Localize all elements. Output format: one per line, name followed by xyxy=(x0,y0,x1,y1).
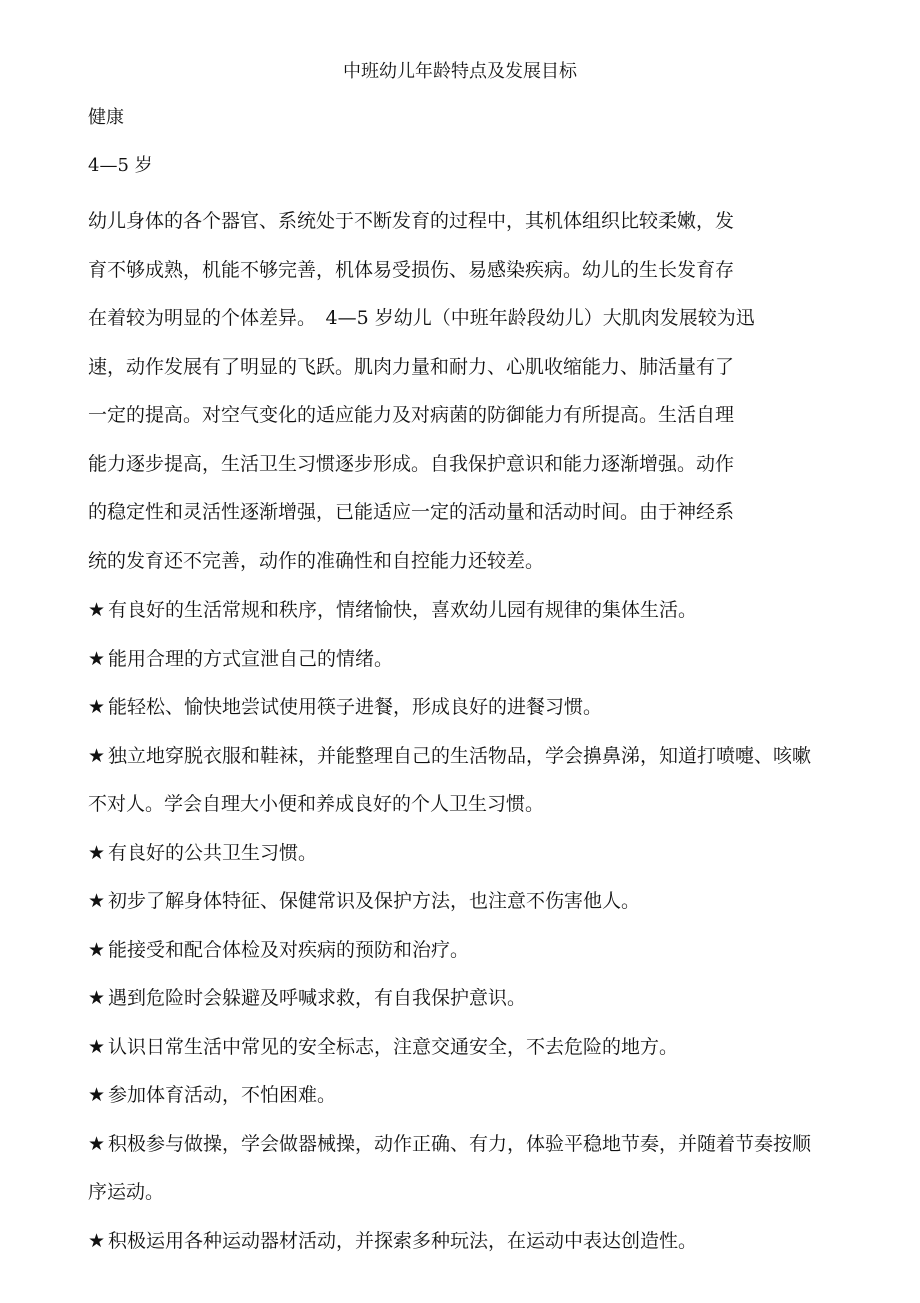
page-title: 中班幼儿年龄特点及发展目标 xyxy=(343,61,577,82)
goal-item xyxy=(88,1023,823,1072)
goal-item xyxy=(88,877,823,926)
goal-text: 能用合理的方式宣泄自己的情绪。 xyxy=(108,647,394,670)
goal-text: 有良好的生活常规和秩序，情绪愉快，喜欢幼儿园有规律的集体生活。 xyxy=(108,599,698,621)
star-bullet-icon: ★ xyxy=(88,1229,106,1252)
goal-item xyxy=(88,829,823,878)
goal-item xyxy=(88,635,823,684)
paragraph-line: 的稳定性和灵活性逐渐增强，已能适应一定的活动量和活动时间。由于神经系 xyxy=(88,501,735,523)
star-bullet-icon: ★ xyxy=(88,1084,106,1106)
paragraph-line: 育不够成熟，机能不够完善，机体易受损伤、易感染疾病。幼儿的生长发育存 xyxy=(88,258,735,281)
age-range-heading: 4—5 岁 xyxy=(88,155,153,176)
goal-item xyxy=(88,1217,823,1266)
paragraph-line: 统的发育还不完善，动作的准确性和自控能力还较差。 xyxy=(88,549,545,572)
star-bullet-icon: ★ xyxy=(88,841,106,864)
goal-text: 积极运用各种运动器材活动，并探索多种玩法，在运动中表达创造性。 xyxy=(108,1229,698,1252)
star-bullet-icon: ★ xyxy=(88,647,106,670)
paragraph-line: 幼儿身体的各个器官、系统处于不断发育的过程中，其机体组织比较柔嫩，发 xyxy=(88,210,735,232)
paragraph-line: 能力逐步提高，生活卫生习惯逐步形成。自我保护意识和能力逐渐增强。动作 xyxy=(88,452,735,475)
goal-text: 有良好的公共卫生习惯。 xyxy=(108,841,318,864)
goal-text: 认识日常生活中常见的安全标志，注意交通安全，不去危险的地方。 xyxy=(108,1035,679,1058)
star-bullet-icon: ★ xyxy=(88,696,106,718)
star-bullet-icon: ★ xyxy=(88,987,106,1009)
goal-text: 能接受和配合体检及对疾病的预防和治疗。 xyxy=(108,938,470,961)
star-bullet-icon: ★ xyxy=(88,1132,106,1155)
goal-text: 积极参与做操，学会做器械操，动作正确、有力，体验平稳地节奏，并随着节奏按顺序运动。 xyxy=(88,1132,812,1203)
goal-text: 能轻松、愉快地尝试使用筷子进餐，形成良好的进餐习惯。 xyxy=(108,696,603,718)
star-bullet-icon: ★ xyxy=(88,938,106,961)
star-bullet-icon: ★ xyxy=(88,744,106,767)
goal-text: 遇到危险时会躲避及呼喊求救，有自我保护意识。 xyxy=(108,987,527,1009)
goal-text: 独立地穿脱衣服和鞋袜，并能整理自己的生活物品，学会擤鼻涕，知道打喷嚏、咳嗽不对人。学会自理大小便和养成良好的个人卫生习惯。 xyxy=(88,744,812,815)
paragraph-line: 在着较为明显的个体差异。 4—5 岁幼儿（中班年龄段幼儿）大肌肉发展较为迅 xyxy=(88,307,755,329)
goal-item xyxy=(88,683,823,732)
goal-item xyxy=(88,732,823,829)
description-paragraph xyxy=(88,197,823,585)
paragraph-line: 一定的提高。对空气变化的适应能力及对病菌的防御能力有所提高。生活自理 xyxy=(88,404,735,426)
goal-text: 初步了解身体特征、保健常识及保护方法，也注意不伤害他人。 xyxy=(108,890,641,912)
goal-item xyxy=(88,1120,823,1217)
section-heading: 健康 xyxy=(88,107,124,128)
star-bullet-icon: ★ xyxy=(88,599,106,621)
paragraph-line: 速，动作发展有了明显的飞跃。肌肉力量和耐力、心肌收缩能力、肺活量有了 xyxy=(88,355,735,378)
star-bullet-icon: ★ xyxy=(88,890,106,912)
goal-item xyxy=(88,1071,823,1120)
goal-item xyxy=(88,926,823,975)
goal-item xyxy=(88,586,823,635)
goal-item xyxy=(88,974,823,1023)
goals-list xyxy=(88,586,823,1265)
star-bullet-icon: ★ xyxy=(88,1035,106,1058)
goal-text: 参加体育活动，不怕困难。 xyxy=(108,1084,337,1106)
